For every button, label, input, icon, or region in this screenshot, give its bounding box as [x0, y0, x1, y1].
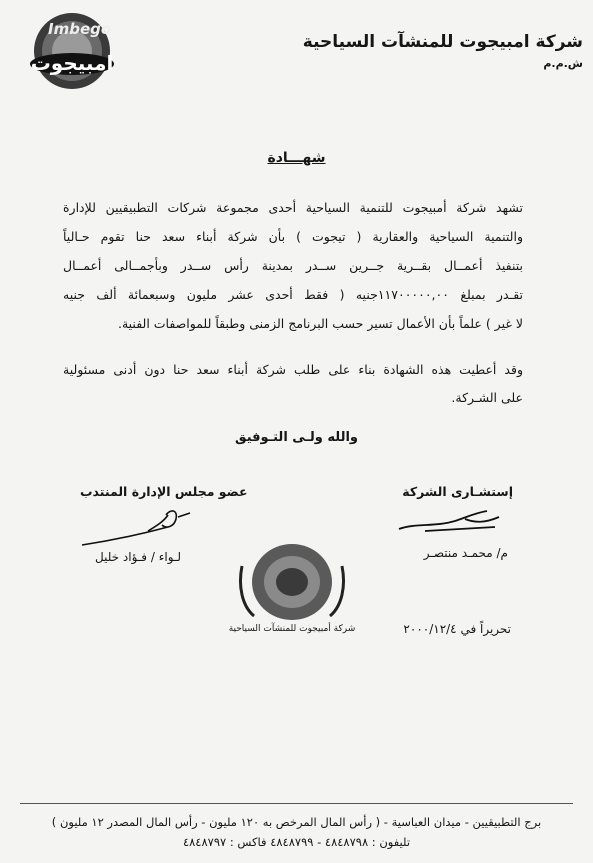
company-name-text: شركة امبيجوت للمنشآت السياحية: [302, 32, 583, 52]
body-line-5: لا غير ) علماً بأن الأعمال تسير حسب البرنامج الزمنى وطبقاً للمواصفات الفنية.: [117, 316, 523, 331]
closing-statement-line-2: على الشـركة.: [451, 390, 523, 405]
closing-greeting: والله ولـى التـوفيق: [235, 430, 358, 445]
footer-contact: تليفون : ٤٨٤٨٧٩٨ - ٤٨٤٨٧٩٩ فاكس : ٤٨٤٨٧٩٧: [182, 835, 411, 849]
company-name: [263, 32, 583, 72]
logo-latin-text: Imbego: [48, 20, 112, 38]
company-logo: [28, 10, 116, 92]
company-legal-suffix: ش.م.م: [543, 57, 583, 70]
company-stamp: [228, 536, 356, 646]
board-member-signature: [78, 505, 198, 550]
stamp-text: شركة أمبيجوت للمنشآت السياحية: [228, 624, 356, 634]
consultant-signature: [395, 505, 505, 535]
board-member-name: لـواء / فـؤاد خليل: [95, 550, 182, 564]
footer-address: برج التطبيقيين - ميدان العباسية - ( رأس المال المرخص به ١٢٠ مليون - رأس المال المصدر ١٢ مليون ): [51, 815, 542, 829]
document-title: شهـــادة: [267, 150, 326, 166]
logo-arabic-text: امبيجوت: [30, 51, 114, 75]
body-line-1: تشهد شركة أمبيجوت للتنمية السياحية أحدى مجموعة شركات التطبيقيين للإدارة: [63, 200, 523, 215]
closing-statement-line-1: وقد أعطيت هذه الشهادة بناء على طلب شركة أبناء سعد حنا دون أدنى مسئولية: [63, 362, 523, 377]
consultant-name: م/ محمـد منتصـر: [423, 546, 508, 560]
body-line-3: بتنفيذ أعمــال بقــرية جــرين ســدر بمدينة رأس ســدر وبأجمــالى أعمــال: [63, 258, 523, 273]
body-line-4: تقـدر بمبلغ ١١٧٠٠٠٠٠,٠٠جنيه ( فقط أحدى عشر مليون وسبعمائة ألف جنيه: [63, 287, 523, 302]
issue-date: تحريراً في ٢٠٠٠/١٢/٤: [403, 622, 511, 636]
board-member-title: عضو مجلس الإدارة المنتدب: [80, 484, 248, 499]
footer-divider: [20, 803, 573, 804]
consultant-title: إستشـارى الشركة: [402, 484, 513, 499]
body-line-2: والتنمية السياحية والعقارية ( تيجوت ) بأن شركة أبناء سعد حنا تقوم حـالياً: [63, 229, 523, 244]
